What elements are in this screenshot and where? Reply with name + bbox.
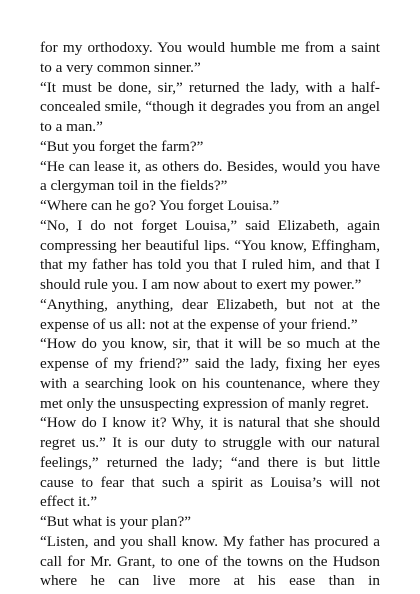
paragraph: “How do you know, sir, that it will be so much at the expense of my friend?” said the lady, fixing her eyes with a searching look on his countenance, where they met only the unsuspecting expression of manly regret.	[40, 335, 380, 412]
paragraph: “No, I do not forget Louisa,” said Elizabeth, again compressing her beautiful lips. “You know, Effingham, that my father has told you that I ruled him, and that I should rule you. I am now about to exert my power.”	[40, 216, 380, 293]
page-text	[40, 38, 380, 591]
paragraph: for my orthodoxy. You would humble me from a saint to a very common sinner.”	[40, 39, 380, 76]
paragraph: “He can lease it, as others do. Besides, would you have a clergyman toil in the fields?”	[40, 157, 380, 195]
paragraph: “Listen, and you shall know. My father has procured a call for Mr. Grant, to one of the towns on the Hudson where he can live more at his ease than in	[40, 532, 380, 590]
paragraph: “Anything, anything, dear Elizabeth, but not at the expense of us all: not at the expense of your friend.”	[40, 295, 380, 333]
paragraph: “How do I know it? Why, it is natural that she should regret us.” It is our duty to struggle with our natural feelings,” returned the lady; “and there is but little cause to fear that such a spirit as Louisa’s will not effect it.”	[40, 414, 380, 511]
paragraph: “It must be done, sir,” returned the lady, with a half-concealed smile, “though it degrades you from an angel to a man.”	[40, 78, 380, 135]
paragraph: “But you forget the farm?”	[40, 137, 204, 155]
paragraph: “But what is your plan?”	[40, 513, 191, 530]
paragraph: “Where can he go? You forget Louisa.”	[40, 197, 280, 214]
